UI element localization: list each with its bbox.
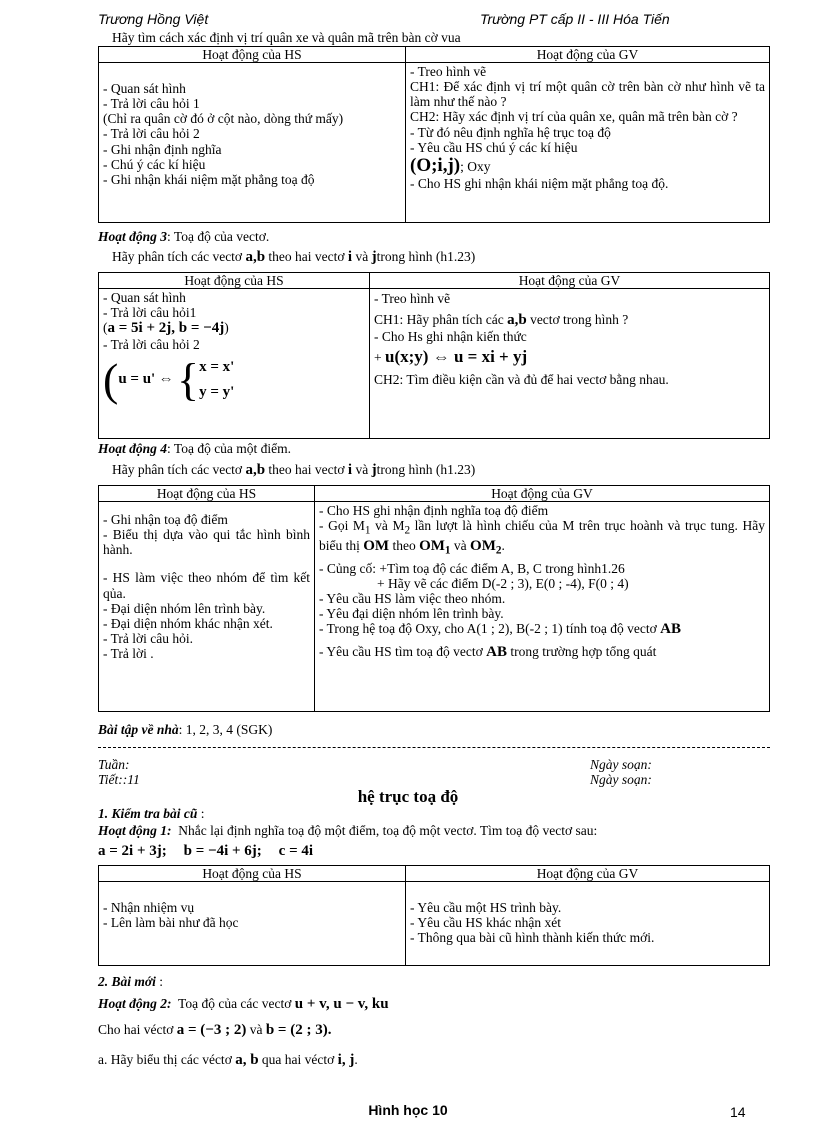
vector-equality-system: (u = u' ⇔ {x = x' y = y' — [103, 354, 235, 406]
hd1-hs-cell: - Nhận nhiệm vụ - Lên làm bài như đã học — [99, 882, 406, 966]
hd1-line: Hoạt động 1: Nhắc lại định nghĩa toạ độ một điểm, toạ độ một vectơ. Tìm toạ độ vectơ sau: — [98, 823, 598, 838]
hd4-gv-cell: - Cho HS ghi nhận định nghĩa toạ độ điểm - Gọi $M_1$ và $M_2$ lần lượt là hình chiếu của M trên trục hoành và trục tung. Hãy biểu thị OM theo $OM_1$ và $OM_2$. - Củng cố: +Tìm toạ độ các điểm A, B, C trong hình1.26 + Hãy vẽ các điểm D(-2 ; 3), E(0 ; -4), F(0 ; 4) - Yêu cầu HS làm việc theo nhóm. - Yêu đại diện nhóm lên trình bày. - Trong hệ toạ độ Oxy, cho A(1 ; 2), B(-2 ; 1) tính toạ độ vectơ AB - Yêu cầu HS tìm toạ độ vectơ AB trong trường hợp tổng quát — [315, 502, 770, 712]
hd4-col-gv: Hoạt động của GV — [315, 486, 770, 502]
coordinate-system-notation: (O;i,j) — [410, 154, 461, 176]
hd4-activity-table — [98, 485, 770, 712]
hd3-hs-cell: - Quan sát hình - Trả lời câu hỏi1 (a = 5i + 2j, b = −4j) - Trả lời câu hỏi 2 (u = u' ⇔ {x = x' y = y' — [99, 289, 370, 439]
top-intro: Hãy tìm cách xác định vị trí quân xe và quân mã trên bàn cờ vua — [112, 30, 461, 45]
hd3-answer-formula: a = 5i + 2j, b = −4j — [107, 320, 225, 337]
hd4-col-hs: Hoạt động của HS — [99, 486, 315, 502]
tiet-label: Tiết::11 — [98, 772, 140, 787]
hd3-intro: Hãy phân tích các vectơ a,b theo hai vectơ i và jtrong hình (h1.23) — [112, 249, 476, 265]
section-2-heading: 2. Bài mới : — [98, 974, 164, 989]
hd3-col-hs: Hoạt động của HS — [99, 273, 370, 289]
top-hs-cell: - Quan sát hình - Trả lời câu hỏi 1 (Chỉ ra quân cờ đó ở cột nào, dòng thứ mấy) - Trả lời câu hỏi 2 - Ghi nhận định nghĩa - Chú ý các kí hiệu - Ghi nhận khái niệm mặt phẳng toạ độ — [99, 63, 406, 223]
top-col-gv: Hoạt động của GV — [406, 47, 770, 63]
given-vectors: Cho hai véctơ a = (−3 ; 2) và b = (2 ; 3). — [98, 1022, 332, 1038]
hd1-formula: a = 2i + 3j; b = −4i + 6j; c = 4i — [98, 843, 314, 859]
hd3-activity-table — [98, 272, 770, 439]
top-gv-cell: - Treo hình vẽ CH1: Để xác định vị trí một quân cờ trên bàn cờ như hình vẽ ta làm như thế nào ? CH2: Hãy xác định vị trí của quân xe, quân mã trên bàn cờ ? - Từ đó nêu định nghĩa hệ trục toạ độ - Yêu cầu HS chú ý các kí hiệu (O;i,j); Oxy - Cho HS ghi nhận khái niệm mặt phẳng toạ độ. — [406, 63, 770, 223]
task-a: a. Hãy biểu thị các véctơ a, b qua hai véctơ i, j. — [98, 1052, 358, 1068]
footer-subject: Hình học 10 — [368, 1102, 448, 1118]
ngay-soan-2: Ngày soạn: — [590, 772, 652, 787]
hd4-intro: Hãy phân tích các vectơ a,b theo hai vectơ i và jtrong hình (h1.23) — [112, 462, 476, 478]
hd1-activity-table — [98, 865, 770, 966]
hd3-gv-cell: - Treo hình vẽ CH1: Hãy phân tích các a,b vectơ trong hình ? - Cho Hs ghi nhận kiến thức + u(x;y) ⇔ u = xi + yj CH2: Tìm điều kiện cần và đủ để hai vectơ bằng nhau. — [370, 289, 770, 439]
homework: Bài tập về nhà: 1, 2, 3, 4 (SGK) — [98, 722, 273, 737]
hd1-gv-cell: - Yêu cầu một HS trình bày. - Yêu cầu HS khác nhận xét - Thông qua bài cũ hình thành kiến thức mới. — [406, 882, 770, 966]
hd1-col-hs: Hoạt động của HS — [99, 866, 406, 882]
header-school: Trường PT cấp II - III Hóa Tiến — [480, 11, 670, 27]
hd4-hs-cell: - Ghi nhận toạ độ điểm - Biểu thị dựa vào qui tắc hình bình hành. - HS làm việc theo nhóm để tìm kết qủa. - Đại diện nhóm lên trình bày. - Đại diện nhóm khác nhận xét. - Trả lời câu hỏi. - Trả lời . — [99, 502, 315, 712]
hd3-col-gv: Hoạt động của GV — [370, 273, 770, 289]
section-divider — [98, 747, 770, 748]
lesson-title: hệ trục toạ độ — [357, 787, 459, 806]
hd3-heading: Hoạt động 3: Toạ độ của vectơ. — [98, 229, 270, 244]
page-number: 14 — [730, 1104, 746, 1120]
hd4-heading: Hoạt động 4: Toạ độ của một điểm. — [98, 441, 292, 456]
hd2-line: Hoạt động 2: Toạ độ của các vectơ u + v, u − v, ku — [98, 996, 389, 1012]
hd1-col-gv: Hoạt động của GV — [406, 866, 770, 882]
header-author: Trương Hồng Việt — [98, 11, 209, 27]
tuan-label: Tuần: — [98, 757, 130, 772]
section-1-heading: 1. Kiểm tra bài cũ : — [98, 806, 205, 821]
top-col-hs: Hoạt động của HS — [99, 47, 406, 63]
ngay-soan-1: Ngày soạn: — [590, 757, 652, 772]
top-activity-table — [98, 46, 770, 223]
